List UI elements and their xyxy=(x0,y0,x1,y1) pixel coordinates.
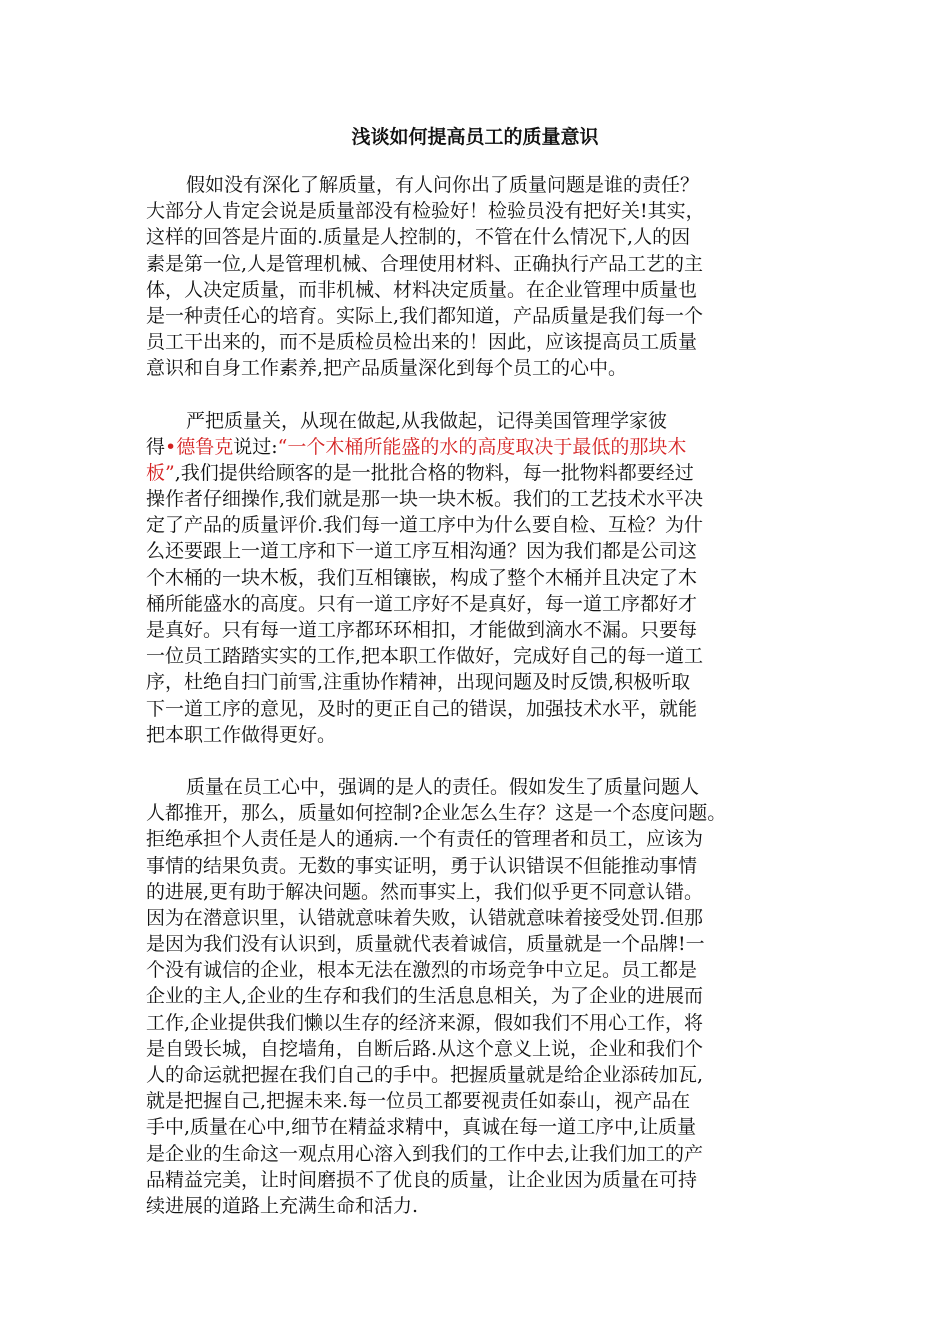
text-line: 企业的主人,企业的生存和我们的生活息息相关，为了企业的进展而 xyxy=(146,985,704,1008)
text-line: 假如没有深化了解质量，有人问你出了质量问题是谁的责任？ xyxy=(186,174,700,196)
text-line: 员工干出来的，而不是质检员检出来的！因此，应该提高员工质量 xyxy=(146,331,698,354)
text-line: 是一种责任心的培育。实际上,我们都知道，产品质量是我们每一个 xyxy=(146,304,704,327)
text-line: 工作,企业提供我们懒以生存的经济来源，假如我们不用心工作，将 xyxy=(146,1011,704,1034)
highlighted-quote: ” xyxy=(165,461,175,484)
text-run: ,我们提供给顾客的是一批批合格的物料，每一批物料都要经过 xyxy=(174,461,694,484)
highlighted-quote: 木 xyxy=(667,435,687,458)
text-line: 么还要跟上一道工序和下一道工序互相沟通？因为我们都是公司这 xyxy=(146,540,698,563)
text-line xyxy=(146,460,806,486)
page-title: 浅谈如何提高员工的质量意识 xyxy=(351,126,599,148)
text-line: 因为在潜意识里，认错就意味着失败，认错就意味着接受处罚.但那 xyxy=(146,906,704,929)
text-line: 意识和自身工作素养,把产品质量深化到每个员工的心中。 xyxy=(146,357,628,380)
text-line: 是自毁长城，自挖墙角，自断后路.从这个意义上说，企业和我们个 xyxy=(146,1037,704,1060)
paragraph-spacer xyxy=(146,748,806,774)
text-line: 拒绝承担个人责任是人的通病.一个有责任的管理者和员工，应该为 xyxy=(146,828,704,851)
text-line: 操作者仔细操作,我们就是那一块一块木板。我们的工艺技术水平决 xyxy=(146,488,704,511)
text-run: 得 xyxy=(146,435,166,458)
text-line: 大部分人肯定会说是质量部没有检验好！检验员没有把好关!其实， xyxy=(146,200,705,223)
highlighted-quote: “一个木桶所能盛的水的高度取决于最低的那块 xyxy=(277,435,668,458)
highlighted-name: •德鲁克 xyxy=(165,435,234,458)
document-body xyxy=(146,172,806,1219)
text-line: 是真好。只有每一道工序都环环相扣，才能做到滴水不漏。只要每 xyxy=(146,619,698,641)
text-line: 序，杜绝自扫门前雪,注重协作精神，出现问题及时反馈,积极听取 xyxy=(146,671,691,694)
text-line: 个木桶的一块木板，我们互相镶嵌，构成了整个木桶并且决定了木 xyxy=(146,566,698,589)
text-line: 人的命运就把握在我们自己的手中。把握质量就是给企业添砖加瓦, xyxy=(146,1064,704,1086)
text-line: 是企业的生命这一观点用心溶入到我们的工作中去,让我们加工的产 xyxy=(146,1142,704,1165)
text-line xyxy=(146,434,806,460)
text-line: 下一道工序的意见，及时的更正自己的错误，加强技术水平，就能 xyxy=(146,697,698,720)
highlighted-quote: 板 xyxy=(146,461,166,484)
text-line: 质量在员工心中，强调的是人的责任。假如发生了质量问题人 xyxy=(186,775,700,798)
text-line: 续进展的道路上充满生命和活力. xyxy=(146,1194,419,1217)
text-line: 就是把握自己,把握未来.每一位员工都要视责任如泰山，视产品在 xyxy=(146,1090,691,1113)
text-line: 人都推开，那么，质量如何控制?企业怎么生存？这是一个态度问题。 xyxy=(146,802,727,825)
text-line: 体，人决定质量，而非机械、材料决定质量。在企业管理中质量也 xyxy=(146,278,698,301)
text-line: 是因为我们没有认识到，质量就代表着诚信，质量就是一个品牌!一 xyxy=(146,933,705,956)
paragraph-3 xyxy=(146,774,806,1219)
paragraph-2 xyxy=(146,408,806,748)
text-run: 说过: xyxy=(233,435,278,458)
text-line: 事情的结果负责。无数的事实证明，勇于认识错误不但能推动事情 xyxy=(146,854,698,877)
text-line: 把本职工作做得更好。 xyxy=(146,723,337,746)
text-line: 个没有诚信的企业，根本无法在激烈的市场竞争中立足。员工都是 xyxy=(146,959,698,982)
text-line: 品精益完美，让时间磨损不了优良的质量，让企业因为质量在可持 xyxy=(146,1168,698,1191)
text-line: 一位员工踏踏实实的工作,把本职工作做好，完成好自己的每一道工 xyxy=(146,645,704,668)
text-line: 严把质量关，从现在做起,从我做起，记得美国管理学家彼 xyxy=(186,409,668,432)
text-line: 的进展,更有助于解决问题。然而事实上，我们似乎更不同意认错。 xyxy=(146,880,704,903)
text-line: 桶所能盛水的高度。只有一道工序好不是真好，每一道工序都好才 xyxy=(146,592,698,615)
text-line: 素是第一位,人是管理机械、合理使用材料、正确执行产品工艺的主 xyxy=(146,252,704,275)
paragraph-spacer xyxy=(146,382,806,408)
text-line: 定了产品的质量评价.我们每一道工序中为什么要自检、互检？为什 xyxy=(146,514,704,537)
text-line: 这样的回答是片面的.质量是人控制的，不管在什么情况下,人的因 xyxy=(146,226,691,249)
text-line: 手中,质量在心中,细节在精益求精中，真诚在每一道工序中,让质量 xyxy=(146,1116,697,1139)
paragraph-1 xyxy=(146,172,806,382)
